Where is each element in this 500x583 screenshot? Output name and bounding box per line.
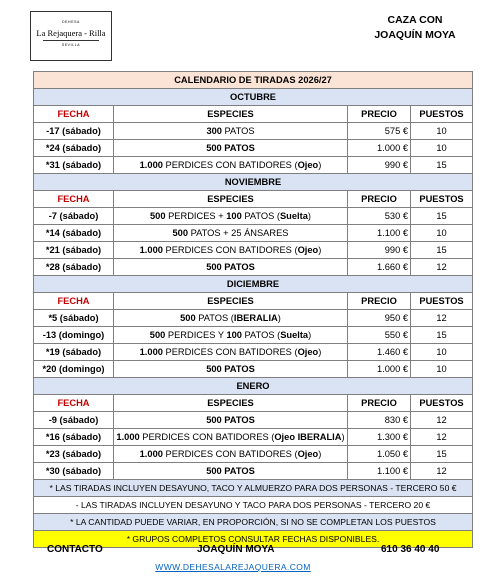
species-text: )	[318, 160, 322, 170]
seats-cell: 10	[411, 361, 473, 378]
calendar-title-row	[34, 72, 473, 89]
species-cell	[114, 463, 348, 480]
price-cell: 575 €	[348, 123, 411, 140]
seats-cell: 15	[411, 242, 473, 259]
calendar-table	[33, 71, 473, 548]
price-cell: 1.000 €	[348, 140, 411, 157]
date-cell: *16 (sábado)	[34, 429, 114, 446]
species-text: Suelta	[280, 330, 309, 340]
price-cell: 830 €	[348, 412, 411, 429]
seats-cell: 15	[411, 208, 473, 225]
species-text: PATOS (	[241, 330, 281, 340]
price-cell: 990 €	[348, 157, 411, 174]
seats-cell: 12	[411, 310, 473, 327]
species-cell	[114, 225, 348, 242]
date-cell: -7 (sábado)	[34, 208, 114, 225]
column-header-precio: PRECIO	[348, 293, 411, 310]
date-cell: *21 (sábado)	[34, 242, 114, 259]
table-row	[34, 242, 473, 259]
table-row	[34, 344, 473, 361]
contact-label: CONTACTO	[47, 544, 103, 555]
price-cell: 1.100 €	[348, 225, 411, 242]
month-header-row	[34, 276, 473, 293]
seats-cell: 10	[411, 225, 473, 242]
price-cell: 950 €	[348, 310, 411, 327]
seats-cell: 12	[411, 429, 473, 446]
seats-cell: 12	[411, 259, 473, 276]
species-cell	[114, 361, 348, 378]
header-line-2: JOAQUÍN MOYA	[374, 29, 456, 41]
table-row	[34, 463, 473, 480]
species-text: PERDICES CON BATIDORES (	[139, 432, 275, 442]
column-header-row	[34, 395, 473, 412]
logo-divider	[43, 40, 99, 41]
date-cell: *19 (sábado)	[34, 344, 114, 361]
seats-cell: 15	[411, 157, 473, 174]
species-text: )	[318, 347, 322, 357]
date-cell: *28 (sábado)	[34, 259, 114, 276]
date-cell: *31 (sábado)	[34, 157, 114, 174]
species-text: )	[318, 245, 322, 255]
brand-logo	[30, 11, 112, 61]
seats-cell: 12	[411, 463, 473, 480]
column-header-puestos: PUESTOS	[411, 395, 473, 412]
species-text: 1.000	[116, 432, 140, 442]
date-cell: *20 (domingo)	[34, 361, 114, 378]
contact-name: JOAQUÍN MOYA	[197, 544, 275, 555]
species-text: 1.000	[139, 449, 163, 459]
note-text: * GRUPOS COMPLETOS CONSULTAR FECHAS DISPONIBLES.	[34, 531, 473, 548]
species-text: 100	[226, 330, 242, 340]
table-row	[34, 429, 473, 446]
note-text: * LAS TIRADAS INCLUYEN DESAYUNO, TACO Y ALMUERZO PARA DOS PERSONAS - TERCERO 50 €	[34, 480, 473, 497]
month-header-row	[34, 89, 473, 106]
species-cell	[114, 140, 348, 157]
column-header-precio: PRECIO	[348, 191, 411, 208]
column-header-especies: ESPECIES	[114, 191, 348, 208]
species-text: PATOS	[221, 126, 255, 136]
seats-cell: 10	[411, 123, 473, 140]
species-text: Ojeo	[297, 160, 319, 170]
date-cell: *30 (sábado)	[34, 463, 114, 480]
date-cell: -9 (sábado)	[34, 412, 114, 429]
note-text: - LAS TIRADAS INCLUYEN DESAYUNO Y TACO PARA DOS PERSONAS - TERCERO 20 €	[34, 497, 473, 514]
species-text: PERDICES CON BATIDORES (	[162, 449, 298, 459]
seats-cell: 15	[411, 446, 473, 463]
date-cell: *5 (sábado)	[34, 310, 114, 327]
species-text: Ojeo	[297, 449, 319, 459]
date-cell: *24 (sábado)	[34, 140, 114, 157]
month-header-row	[34, 174, 473, 191]
month-name: NOVIEMBRE	[34, 174, 473, 191]
column-header-especies: ESPECIES	[114, 293, 348, 310]
species-text: PATOS (	[241, 211, 280, 221]
calendar-title: CALENDARIO DE TIRADAS 2026/27	[34, 72, 473, 89]
species-text: PERDICES CON BATIDORES (	[162, 245, 298, 255]
species-text: 500	[180, 313, 196, 323]
logo-name: La Rejaquera - Rilla	[36, 27, 106, 38]
table-row	[34, 310, 473, 327]
column-header-puestos: PUESTOS	[411, 191, 473, 208]
column-header-row	[34, 106, 473, 123]
species-text: IBERALIA	[233, 313, 278, 323]
logo-bottom-text: SEVILLA	[61, 43, 81, 47]
species-cell	[114, 344, 348, 361]
species-text: 300	[206, 126, 222, 136]
table-row	[34, 412, 473, 429]
price-cell: 1.660 €	[348, 259, 411, 276]
species-cell	[114, 446, 348, 463]
species-text: PERDICES +	[165, 211, 227, 221]
column-header-precio: PRECIO	[348, 106, 411, 123]
logo-top-text: DEHESA	[62, 20, 80, 24]
species-text: 1.000	[139, 160, 163, 170]
month-name: OCTUBRE	[34, 89, 473, 106]
column-header-row	[34, 293, 473, 310]
species-text: )	[277, 313, 281, 323]
species-cell	[114, 157, 348, 174]
column-header-fecha: FECHA	[34, 293, 114, 310]
species-text: PATOS (	[195, 313, 234, 323]
column-header-fecha: FECHA	[34, 191, 114, 208]
species-text: PERDICES CON BATIDORES (	[162, 160, 298, 170]
seats-cell: 10	[411, 140, 473, 157]
price-cell: 990 €	[348, 242, 411, 259]
table-row	[34, 123, 473, 140]
table-row	[34, 327, 473, 344]
note-row	[34, 514, 473, 531]
species-cell	[114, 123, 348, 140]
species-text: 500 PATOS	[206, 415, 255, 425]
month-name: ENERO	[34, 378, 473, 395]
table-row	[34, 446, 473, 463]
species-cell	[114, 412, 348, 429]
price-cell: 1.000 €	[348, 361, 411, 378]
date-cell: -17 (sábado)	[34, 123, 114, 140]
date-cell: *14 (sábado)	[34, 225, 114, 242]
species-text: 500 PATOS	[206, 466, 255, 476]
column-header-puestos: PUESTOS	[411, 106, 473, 123]
species-cell	[114, 310, 348, 327]
table-row	[34, 140, 473, 157]
species-text: 500	[172, 228, 188, 238]
note-text: * LA CANTIDAD PUEDE VARIAR, EN PROPORCIÓN, SI NO SE COMPLETAN LOS PUESTOS	[34, 514, 473, 531]
note-row	[34, 480, 473, 497]
species-text: 500	[149, 330, 166, 340]
column-header-row	[34, 191, 473, 208]
species-text: 500 PATOS	[206, 262, 255, 272]
price-cell: 1.100 €	[348, 463, 411, 480]
seats-cell: 10	[411, 344, 473, 361]
species-text: 1.000	[139, 347, 163, 357]
species-text: )	[318, 449, 322, 459]
price-cell: 1.050 €	[348, 446, 411, 463]
species-cell	[114, 429, 348, 446]
website-link[interactable]: WWW.DEHESALAREJAQUERA.COM	[155, 562, 311, 572]
species-cell	[114, 242, 348, 259]
column-header-puestos: PUESTOS	[411, 293, 473, 310]
species-text: 1.000	[139, 245, 163, 255]
header-title	[360, 13, 470, 43]
species-text: Ojeo IBERALIA	[274, 432, 342, 442]
species-text: 500 PATOS	[206, 364, 255, 374]
table-row	[34, 259, 473, 276]
species-cell	[114, 259, 348, 276]
species-text: 500 PATOS	[206, 143, 255, 153]
species-text: )	[307, 211, 311, 221]
price-cell: 1.460 €	[348, 344, 411, 361]
date-cell: -13 (domingo)	[34, 327, 114, 344]
column-header-especies: ESPECIES	[114, 395, 348, 412]
date-cell: *23 (sábado)	[34, 446, 114, 463]
month-name: DICIEMBRE	[34, 276, 473, 293]
note-row	[34, 497, 473, 514]
price-cell: 1.300 €	[348, 429, 411, 446]
table-row	[34, 157, 473, 174]
species-cell	[114, 327, 348, 344]
table-row	[34, 225, 473, 242]
price-cell: 530 €	[348, 208, 411, 225]
seats-cell: 12	[411, 412, 473, 429]
column-header-precio: PRECIO	[348, 395, 411, 412]
column-header-fecha: FECHA	[34, 395, 114, 412]
species-text: Suelta	[279, 211, 308, 221]
price-cell: 550 €	[348, 327, 411, 344]
species-text: 100	[226, 211, 242, 221]
species-text: Ojeo	[297, 245, 319, 255]
contact-phone[interactable]: 610 36 40 40	[381, 544, 440, 555]
month-header-row	[34, 378, 473, 395]
column-header-fecha: FECHA	[34, 106, 114, 123]
seats-cell: 15	[411, 327, 473, 344]
header-line-1: CAZA CON	[387, 14, 443, 26]
species-text: Ojeo	[297, 347, 319, 357]
table-row	[34, 208, 473, 225]
species-text: PERDICES CON BATIDORES (	[162, 347, 298, 357]
species-text: )	[308, 330, 312, 340]
column-header-especies: ESPECIES	[114, 106, 348, 123]
species-text: PATOS + 25 ÁNSARES	[188, 228, 289, 238]
species-text: )	[341, 432, 345, 442]
table-row	[34, 361, 473, 378]
species-text: 500	[150, 211, 166, 221]
species-cell	[114, 208, 348, 225]
species-text: PERDICES Y	[165, 330, 227, 340]
